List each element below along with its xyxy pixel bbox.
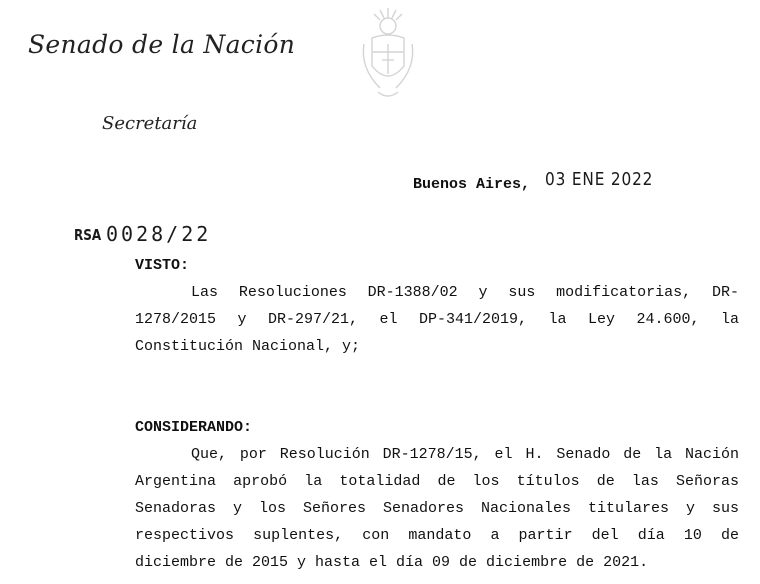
letterhead-institution: Senado de la Nación: [28, 30, 296, 59]
resolution-number: 0028/22: [106, 222, 212, 246]
considerando-heading: CONSIDERANDO:: [135, 419, 253, 436]
visto-line: Las Resoluciones DR-1388/02 y sus modificatorias, DR-: [191, 284, 739, 301]
resolution-prefix: RSA: [74, 226, 102, 244]
letterhead-department: Secretaría: [102, 113, 198, 134]
considerando-line: Que, por Resolución DR-1278/15, el H. Senado de la Nación: [191, 446, 739, 463]
dateline-stamped-date: 03 ENE 2022: [545, 169, 654, 190]
visto-heading: VISTO:: [135, 257, 190, 274]
considerando-line: diciembre de 2015 y hasta el día 09 de diciembre de 2021.: [135, 554, 649, 571]
visto-paragraph: [135, 279, 739, 360]
visto-line: 1278/2015 y DR-297/21, el DP-341/2019, la Ley 24.600, la: [135, 311, 739, 328]
dateline-city: Buenos Aires,: [413, 176, 531, 193]
considerando-line: respectivos suplentes, con mandato a partir del día 10 de: [135, 527, 739, 544]
considerando-paragraph: [135, 441, 739, 576]
national-coat-of-arms-watermark: [350, 4, 426, 104]
considerando-line: Argentina aprobó la totalidad de los títulos de las Señoras: [135, 473, 739, 490]
visto-line: Constitución Nacional, y;: [135, 338, 361, 355]
considerando-line: Senadoras y los Señores Senadores Nacionales titulares y sus: [135, 500, 739, 517]
